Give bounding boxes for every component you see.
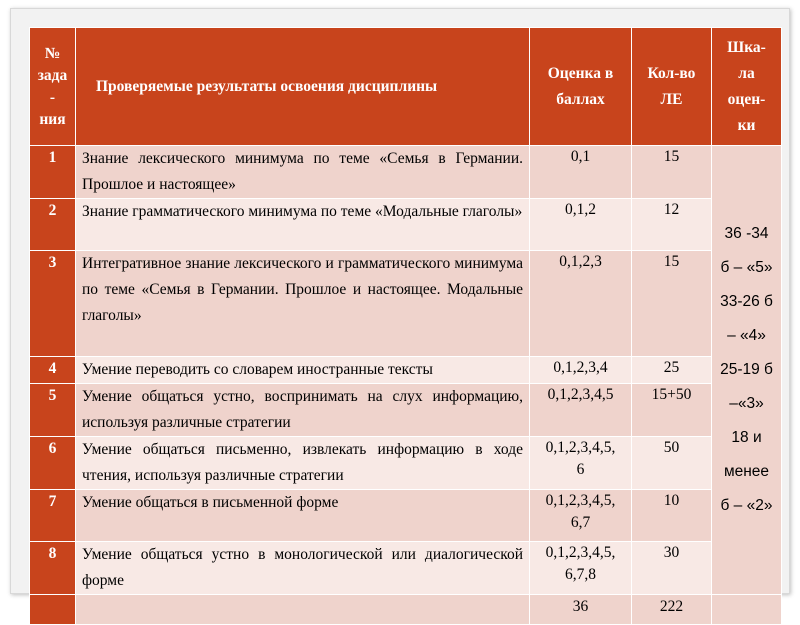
total-label-cell xyxy=(76,595,530,625)
total-number-cell xyxy=(30,595,76,625)
table-row xyxy=(30,437,782,490)
total-row xyxy=(30,595,782,625)
row-text: Умение общаться устно в монологической или диалогической форме xyxy=(76,542,530,595)
row-text: Знание грамматического минимума по теме «Модальные глаголы» xyxy=(76,199,530,251)
row-count: 12 xyxy=(632,199,712,251)
row-score: 0,1 xyxy=(530,146,632,199)
row-number: 2 xyxy=(30,199,76,251)
row-number: 3 xyxy=(30,251,76,357)
row-count: 50 xyxy=(632,437,712,490)
total-scale-cell xyxy=(712,595,782,625)
row-score: 0,1,2,3,4,5, 6 xyxy=(530,437,632,490)
header-task-number: № зада - ния xyxy=(30,28,76,146)
row-number: 1 xyxy=(30,146,76,199)
row-number: 7 xyxy=(30,490,76,542)
table-row xyxy=(30,542,782,595)
table-row xyxy=(30,251,782,357)
table-row xyxy=(30,384,782,437)
table-row xyxy=(30,357,782,384)
row-text: Интегративное знание лексического и грамматического минимума по теме «Семья в Германии. Прошлое и настоящее. Модальные глаголы» xyxy=(76,251,530,357)
row-score: 0,1,2,3,4 xyxy=(530,357,632,384)
row-text: Умение общаться письменно, извлекать информацию в ходе чтения, используя различные стратегии xyxy=(76,437,530,490)
header-results: Проверяемые результаты освоения дисциплины xyxy=(76,28,530,146)
total-count: 222 xyxy=(632,595,712,625)
header-scale: Шка- ла оцен- ки xyxy=(712,28,782,146)
row-count: 15 xyxy=(632,251,712,357)
row-count: 15 xyxy=(632,146,712,199)
row-text: Умение общаться в письменной форме xyxy=(76,490,530,542)
row-count: 30 xyxy=(632,542,712,595)
row-number: 4 xyxy=(30,357,76,384)
table-header-row xyxy=(30,28,782,146)
header-score: Оценка в баллах xyxy=(530,28,632,146)
row-text: Знание лексического минимума по теме «Семья в Германии. Прошлое и настоящее» xyxy=(76,146,530,199)
row-score: 0,1,2,3,4,5, 6,7,8 xyxy=(530,542,632,595)
assessment-table xyxy=(29,27,782,625)
slide xyxy=(10,8,790,615)
row-score: 0,1,2 xyxy=(530,199,632,251)
row-number: 6 xyxy=(30,437,76,490)
row-score: 0,1,2,3,4,5 xyxy=(530,384,632,437)
grading-scale: 36 -34 б – «5» 33-26 б – «4» 25-19 б –«3» 18 и менее б – «2» xyxy=(712,146,782,595)
row-number: 8 xyxy=(30,542,76,595)
row-score: 0,1,2,3 xyxy=(530,251,632,357)
row-count: 25 xyxy=(632,357,712,384)
row-score: 0,1,2,3,4,5, 6,7 xyxy=(530,490,632,542)
total-score: 36 xyxy=(530,595,632,625)
row-text: Умение общаться устно, воспринимать на слух информацию, используя различные стратегии xyxy=(76,384,530,437)
table-row xyxy=(30,199,782,251)
row-text: Умение переводить со словарем иностранные тексты xyxy=(76,357,530,384)
row-number: 5 xyxy=(30,384,76,437)
row-count: 10 xyxy=(632,490,712,542)
row-count: 15+50 xyxy=(632,384,712,437)
table-row xyxy=(30,146,782,199)
header-count: Кол-во ЛЕ xyxy=(632,28,712,146)
table-row xyxy=(30,490,782,542)
